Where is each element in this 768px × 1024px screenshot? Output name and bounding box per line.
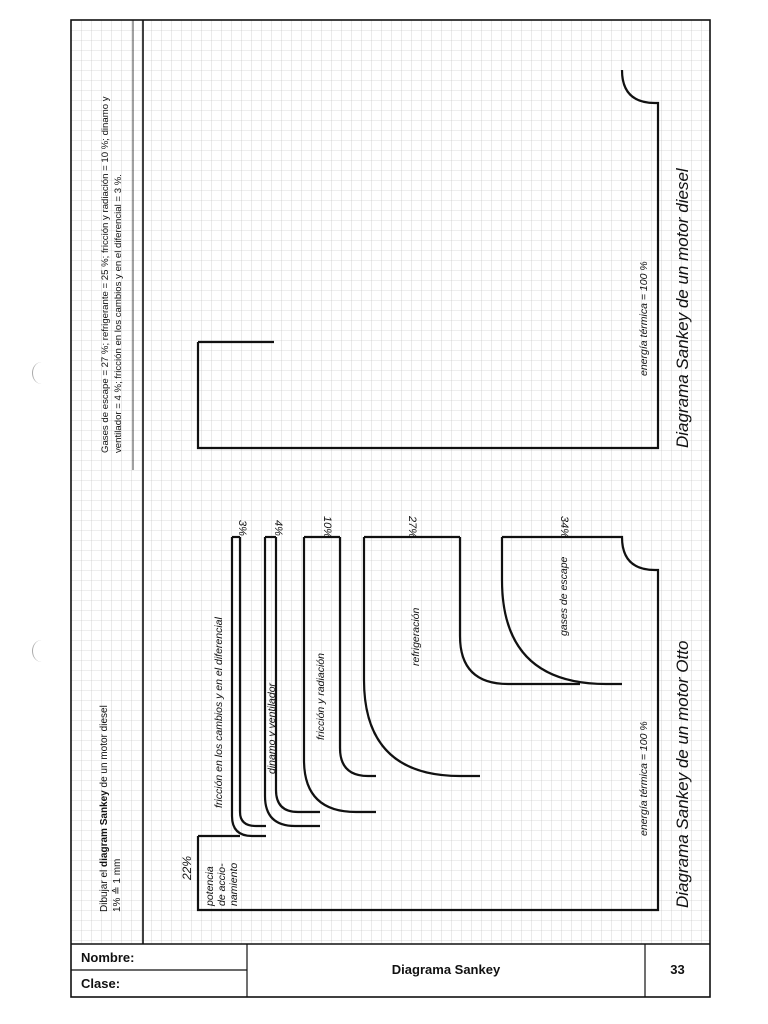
branch-label-refrigeracion: refrigeración bbox=[410, 607, 422, 666]
branch-percent-3: 3% bbox=[236, 520, 248, 536]
branch-percent-10: 10% bbox=[321, 516, 333, 539]
branch-label-dinamo: dinamo y ventilador bbox=[266, 682, 278, 774]
otto-instruction-post: de un motor diesel bbox=[99, 705, 110, 791]
diesel-instruction-line1: Gases de escape = 27 %; refrigerante = 25 %; fricción y radiación = 10 %; dinamo y bbox=[100, 96, 111, 453]
otto-instruction-scale: 1% ≙ 1 mm bbox=[112, 858, 123, 912]
branch-percent-27: 27% bbox=[406, 516, 418, 539]
useful-label-line1: potencia bbox=[204, 866, 216, 906]
otto-input-label: energía térmica = 100 % bbox=[638, 721, 650, 836]
diesel-input-label: energía térmica = 100 % bbox=[638, 261, 650, 376]
useful-label-line3: namiento bbox=[228, 862, 240, 906]
otto-useful-percent: 22% bbox=[180, 855, 194, 880]
nombre-label: Nombre: bbox=[81, 950, 135, 965]
branch-percent-4: 4% bbox=[272, 520, 284, 536]
otto-useful-label bbox=[204, 863, 240, 906]
footer bbox=[71, 944, 710, 997]
diesel-instruction-line2: ventilador = 4 %; fricción en los cambios y en el diferencial = 3 %. bbox=[113, 174, 124, 453]
otto-instructions bbox=[98, 705, 124, 912]
footer-title: Diagrama Sankey bbox=[391, 962, 501, 977]
useful-label-line2: de accio- bbox=[216, 863, 228, 906]
clase-label: Clase: bbox=[81, 976, 121, 991]
otto-instruction-pre: Dibujar el bbox=[99, 866, 110, 912]
diesel-instructions bbox=[99, 97, 125, 454]
otto-title: Diagrama Sankey de un motor Otto bbox=[673, 640, 692, 908]
branch-percent-34: 34% bbox=[558, 516, 570, 539]
branch-label-friccion: fricción y radiación bbox=[315, 653, 327, 740]
page-number: 33 bbox=[670, 962, 685, 977]
diesel-title: Diagrama Sankey de un motor diesel bbox=[673, 168, 692, 448]
grid-paper bbox=[71, 20, 710, 944]
branch-label-cambios: fricción en los cambios y en el diferencial bbox=[213, 617, 225, 808]
otto-instruction-bold: diagram Sankey bbox=[99, 790, 110, 867]
branch-label-gases: gases de escape bbox=[558, 556, 570, 636]
